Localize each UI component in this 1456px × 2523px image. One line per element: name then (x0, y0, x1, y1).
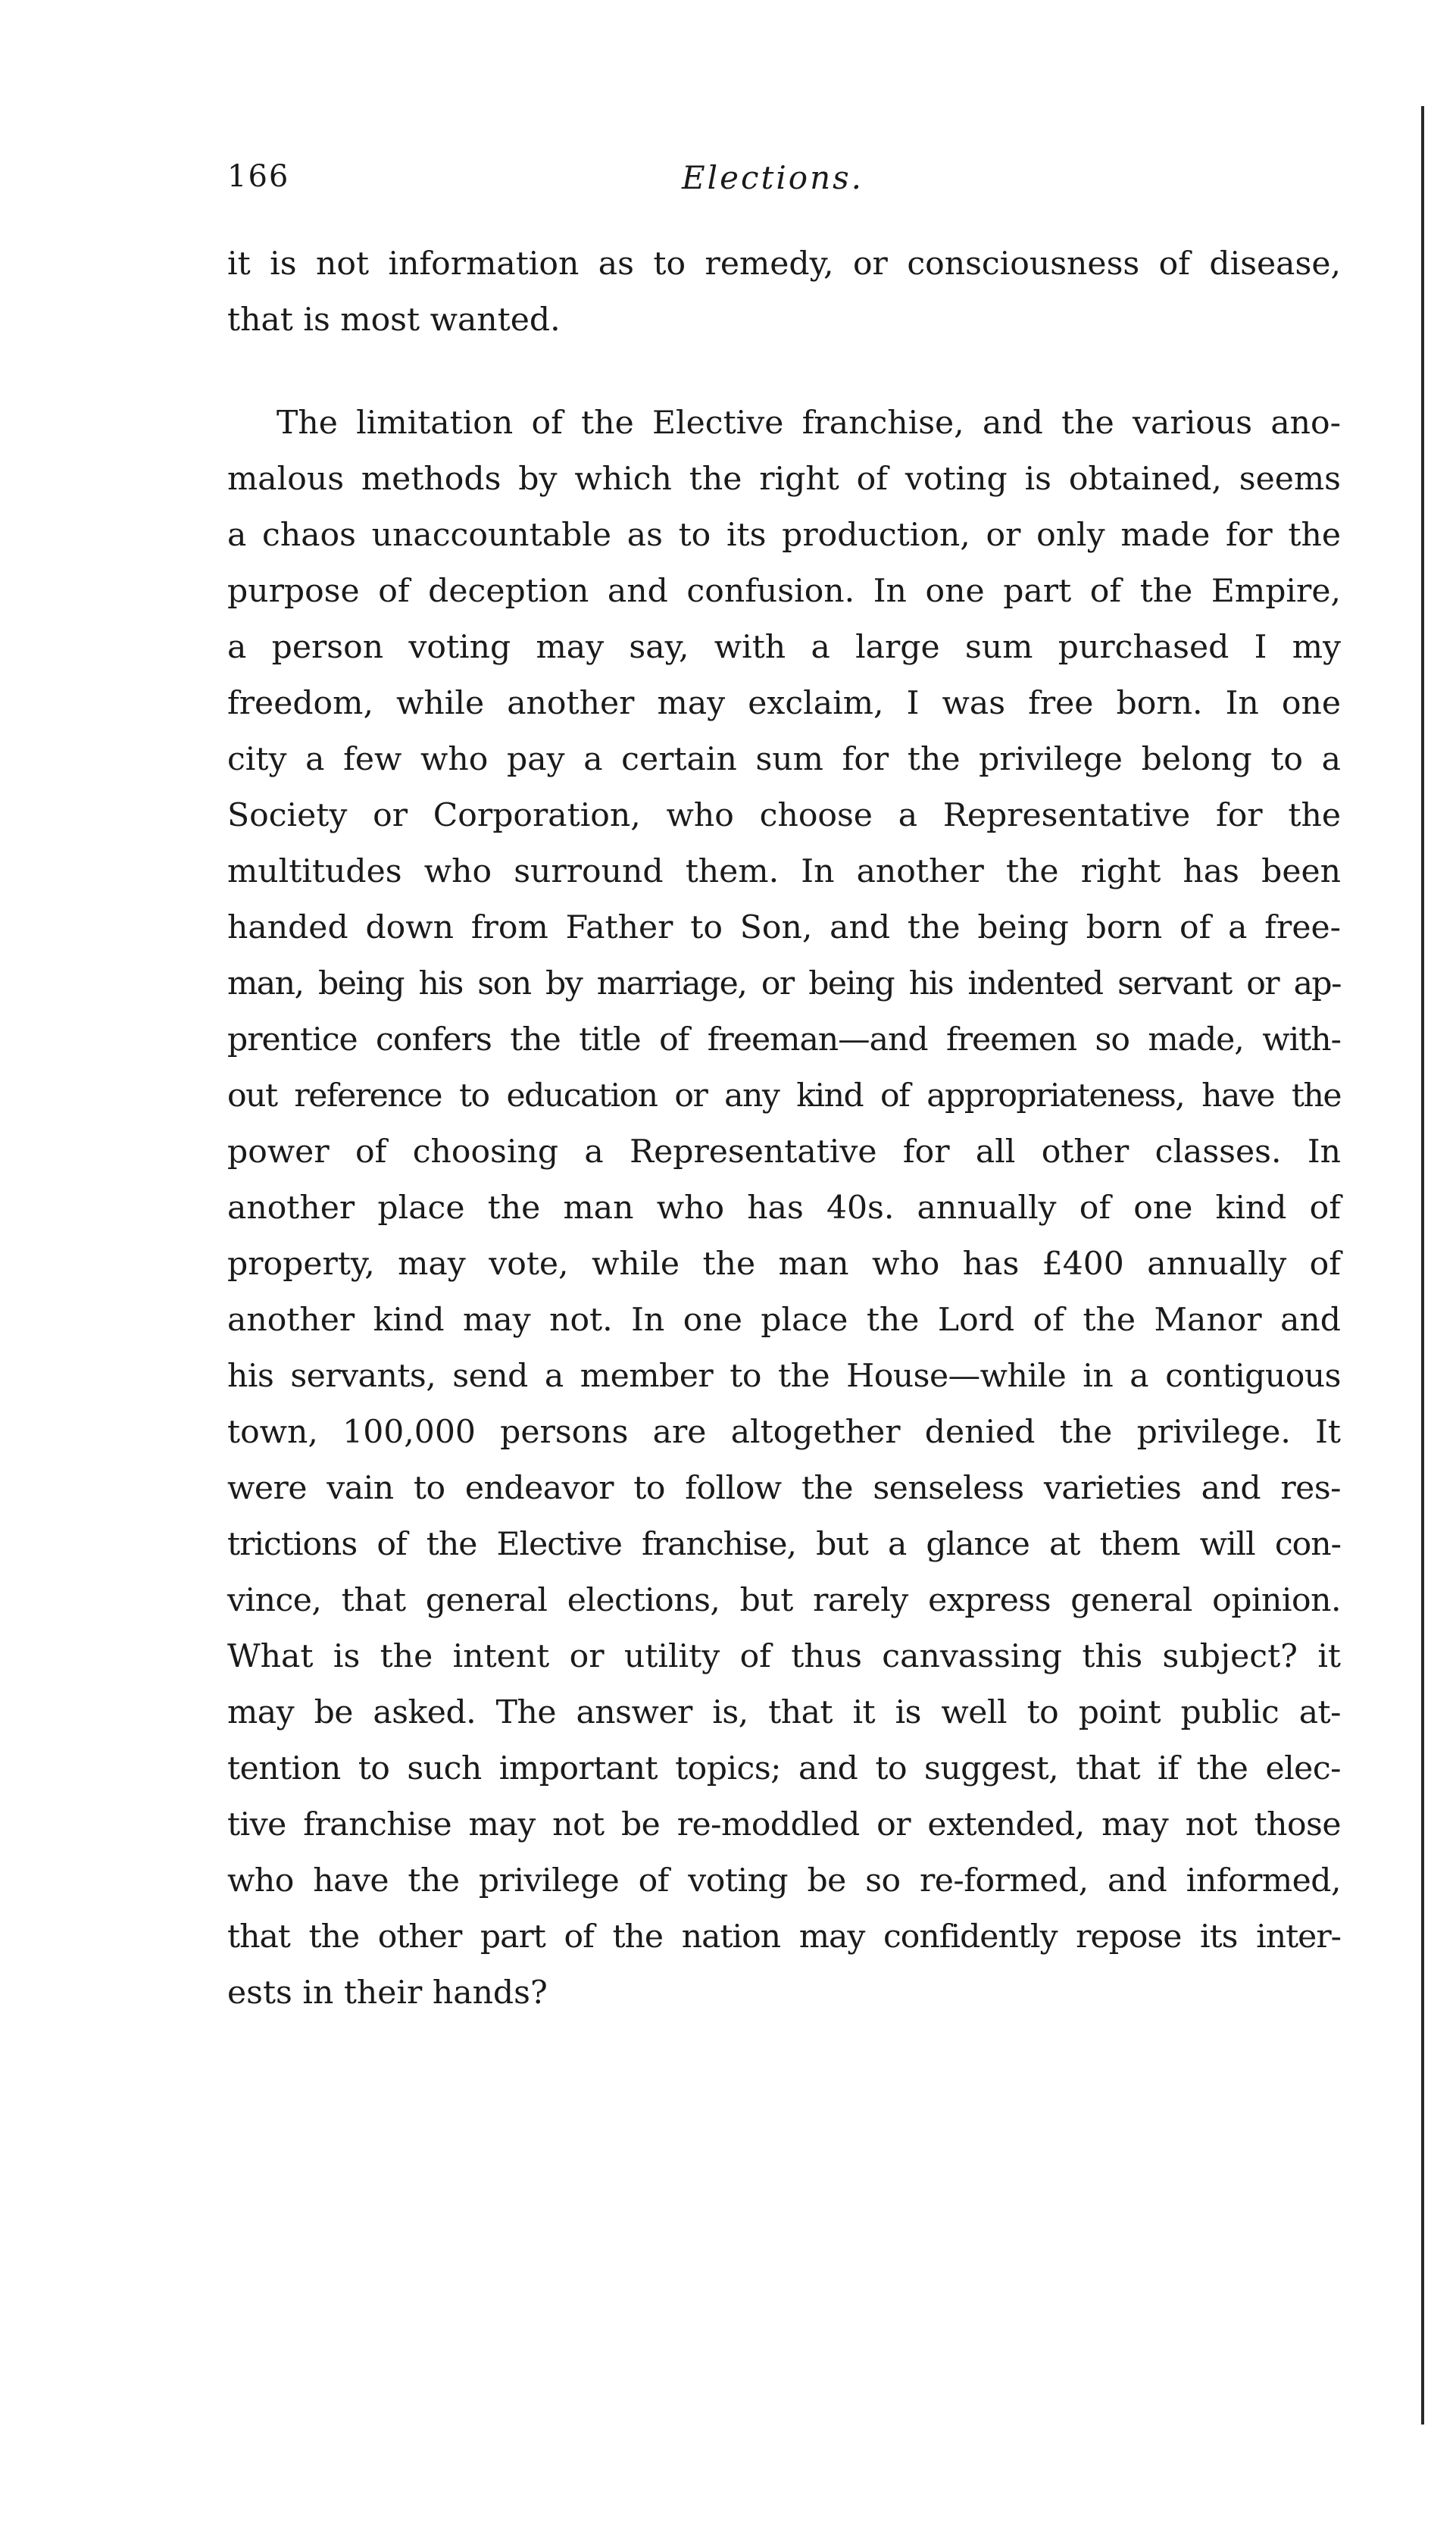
text-line: ests in their hands? (227, 1974, 548, 2012)
text-line: vince, that general elections, but rarely express general opinion. (227, 1582, 1341, 1619)
text-line: What is the intent or utility of thus canvassing this subject? it (227, 1638, 1341, 1675)
text-line: prentice confers the title of freeman—and freemen so made, with- (227, 1021, 1341, 1058)
body-text (227, 236, 1341, 2021)
text-line: it is not information as to remedy, or consciousness of disease, (227, 245, 1341, 283)
text-line: who have the privilege of voting be so re-formed, and informed, (227, 1862, 1341, 1899)
text-line: property, may vote, while the man who has £400 annually of (227, 1246, 1341, 1283)
text-line: another kind may not. In one place the Lord of the Manor and (227, 1302, 1341, 1339)
running-title: Elections. (682, 159, 864, 196)
text-line: were vain to endeavor to follow the senseless varieties and res- (227, 1470, 1341, 1507)
text-line: handed down from Father to Son, and the being born of a free- (227, 909, 1341, 946)
text-line: Society or Corporation, who choose a Representative for the (227, 797, 1341, 834)
text-line: trictions of the Elective franchise, but a glance at them will con- (227, 1526, 1341, 1563)
paragraph-gap (227, 349, 1341, 395)
page-number: 166 (227, 159, 290, 194)
text-line: that the other part of the nation may confidently repose its inter- (227, 1918, 1341, 1956)
text-line: freedom, while another may exclaim, I was free born. In one (227, 685, 1341, 722)
text-line: may be asked. The answer is, that it is well to point public at- (227, 1694, 1341, 1731)
running-head (227, 159, 1341, 212)
text-line: tive franchise may not be re-moddled or extended, may not those (227, 1806, 1341, 1843)
text-line: tention to such important topics; and to suggest, that if the elec- (227, 1750, 1341, 1787)
text-line: his servants, send a member to the House—while in a contiguous (227, 1358, 1341, 1395)
text-line: malous methods by which the right of voting is obtained, seems (227, 461, 1341, 498)
text-line: city a few who pay a certain sum for the privilege belong to a (227, 741, 1341, 778)
paragraph-elective-franchise (227, 395, 1341, 2021)
text-line: town, 100,000 persons are altogether denied the privilege. It (227, 1414, 1341, 1451)
page-edge-rule (1421, 106, 1424, 2425)
paragraph-continuation (227, 236, 1341, 349)
text-line: that is most wanted. (227, 302, 561, 339)
text-line: another place the man who has 40s. annually of one kind of (227, 1190, 1341, 1227)
text-line: man, being his son by marriage, or being his indented servant or ap- (227, 965, 1341, 1002)
text-line: power of choosing a Representative for all other classes. In (227, 1133, 1341, 1171)
text-line: The limitation of the Elective franchise, and the various ano- (277, 405, 1341, 442)
text-line: a chaos unaccountable as to its production, or only made for the (227, 517, 1341, 554)
text-line: multitudes who surround them. In another the right has been (227, 853, 1341, 890)
text-line: purpose of deception and confusion. In one part of the Empire, (227, 573, 1341, 610)
text-line: a person voting may say, with a large sum purchased I my (227, 629, 1341, 666)
text-line: out reference to education or any kind of appropriateness, have the (227, 1077, 1341, 1115)
